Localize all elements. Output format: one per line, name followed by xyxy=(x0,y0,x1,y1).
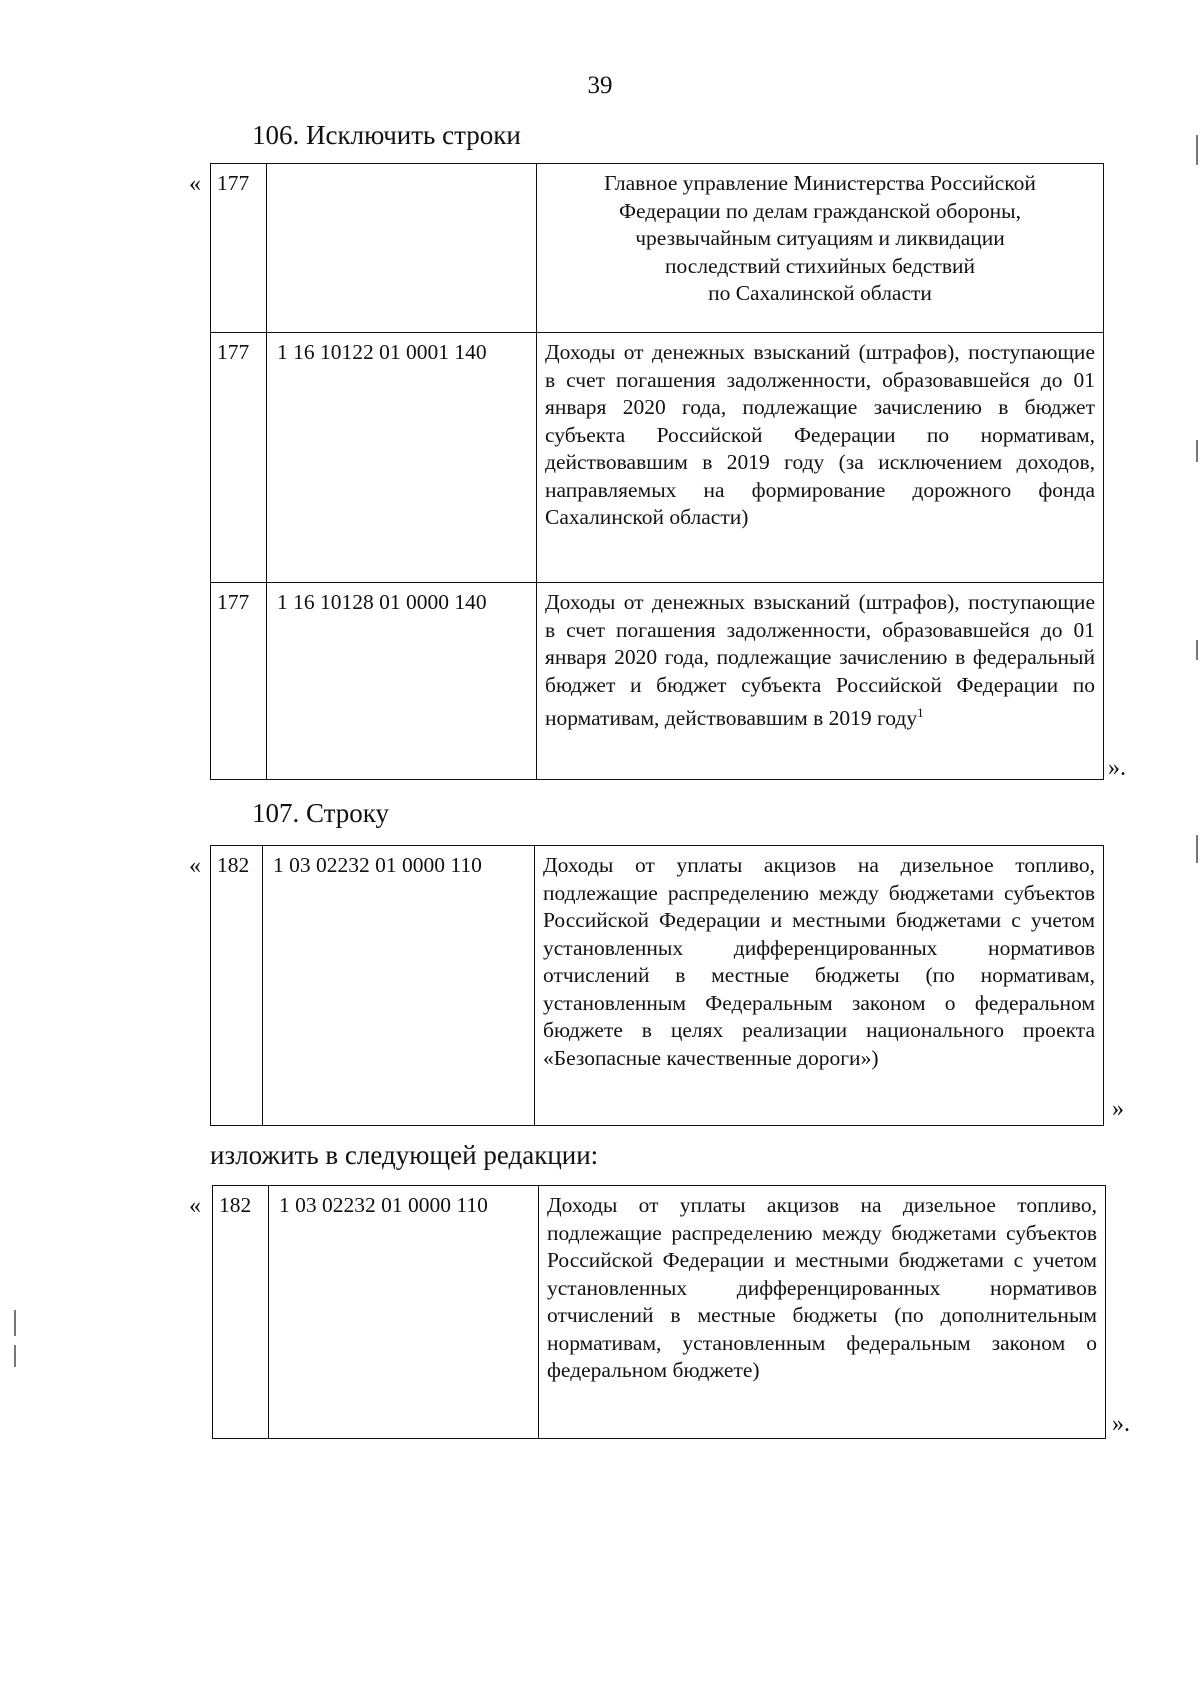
description-line: чрезвычайным ситуациям и ликвидации xyxy=(635,226,1005,250)
table-row xyxy=(211,164,1104,333)
scan-mark xyxy=(14,1345,16,1367)
table-row xyxy=(211,846,1104,1126)
row-description xyxy=(537,583,1104,780)
description-line: Федерации по делам гражданской обороны, xyxy=(618,198,1022,223)
scan-mark xyxy=(1196,640,1198,660)
row-description: Доходы от денежных взысканий (штрафов), поступающие в счет погашения задолженности, образовавшейся до 01 января 2020 года, подлежащие зачислению в бюджет субъекта Российской Федерации по нормативам, действовавшим в 2019 году (за исключением доходов, направляемых на формирование дорожного фонда Сахалинской области) xyxy=(537,333,1104,583)
description-line: последствий стихийных бедствий xyxy=(665,253,975,278)
close-quote: ». xyxy=(1112,1411,1130,1437)
row-description xyxy=(537,164,1104,333)
row-number: 182 xyxy=(211,846,263,1126)
description-line: Главное управление Министерства Российской xyxy=(604,171,1036,195)
table-row xyxy=(213,1186,1106,1439)
section-106-heading: 106. Исключить строки xyxy=(252,120,521,150)
row-number: 177 xyxy=(211,164,267,333)
scan-mark xyxy=(1196,835,1198,863)
open-quote: « xyxy=(189,1193,201,1219)
scan-mark xyxy=(14,1310,16,1336)
row-code xyxy=(267,164,537,333)
open-quote: « xyxy=(189,171,201,197)
close-quote: » xyxy=(1112,1096,1124,1122)
scan-mark xyxy=(1196,440,1198,462)
row-number: 177 xyxy=(211,333,267,583)
close-quote: ». xyxy=(1108,755,1126,781)
row-code: 1 03 02232 01 0000 110 xyxy=(263,846,535,1126)
table-row xyxy=(211,583,1104,780)
row-number: 177 xyxy=(211,583,267,780)
excluded-rows-table xyxy=(210,163,1104,780)
description-text: Доходы от денежных взысканий (штрафов), поступающие в счет погашения задолженности, образовавшейся до 01 января 2020 года, подлежащие зачислению в федеральный бюджет и бюджет субъекта Российской Федерации по нормативам, действовавшим в 2019 году xyxy=(545,590,1095,731)
page-number: 39 xyxy=(587,72,613,99)
row-number: 182 xyxy=(213,1186,269,1439)
row-code: 1 03 02232 01 0000 110 xyxy=(269,1186,539,1439)
open-quote: « xyxy=(189,853,201,879)
current-row-table xyxy=(210,845,1104,1126)
table-row xyxy=(211,333,1104,583)
row-code: 1 16 10122 01 0001 140 xyxy=(267,333,537,583)
section-107-heading: 107. Строку xyxy=(252,798,390,828)
footnote-mark: 1 xyxy=(917,705,924,720)
row-description: Доходы от уплаты акцизов на дизельное топливо, подлежащие распределению между бюджетами субъектов Российской Федерации и местными бюджетами с учетом установленных дифференцированных нормативов отчислений в местные бюджеты (по нормативам, установленным Федеральным законом о федеральном бюджете в целях реализации национального проекта «Безопасные качественные дороги») xyxy=(535,846,1104,1126)
scan-mark xyxy=(1196,135,1198,165)
description-line: по Сахалинской области xyxy=(708,281,932,305)
new-row-table xyxy=(212,1185,1106,1439)
row-description: Доходы от уплаты акцизов на дизельное топливо, подлежащие распределению между бюджетами субъектов Российской Федерации и местными бюджетами с учетом установленных дифференцированных нормативов отчислений в местные бюджеты (по дополнительным нормативам, установленным федеральным законом о федеральном бюджете) xyxy=(539,1186,1106,1439)
new-wording-heading: изложить в следующей редакции: xyxy=(210,1140,599,1170)
row-code: 1 16 10128 01 0000 140 xyxy=(267,583,537,780)
